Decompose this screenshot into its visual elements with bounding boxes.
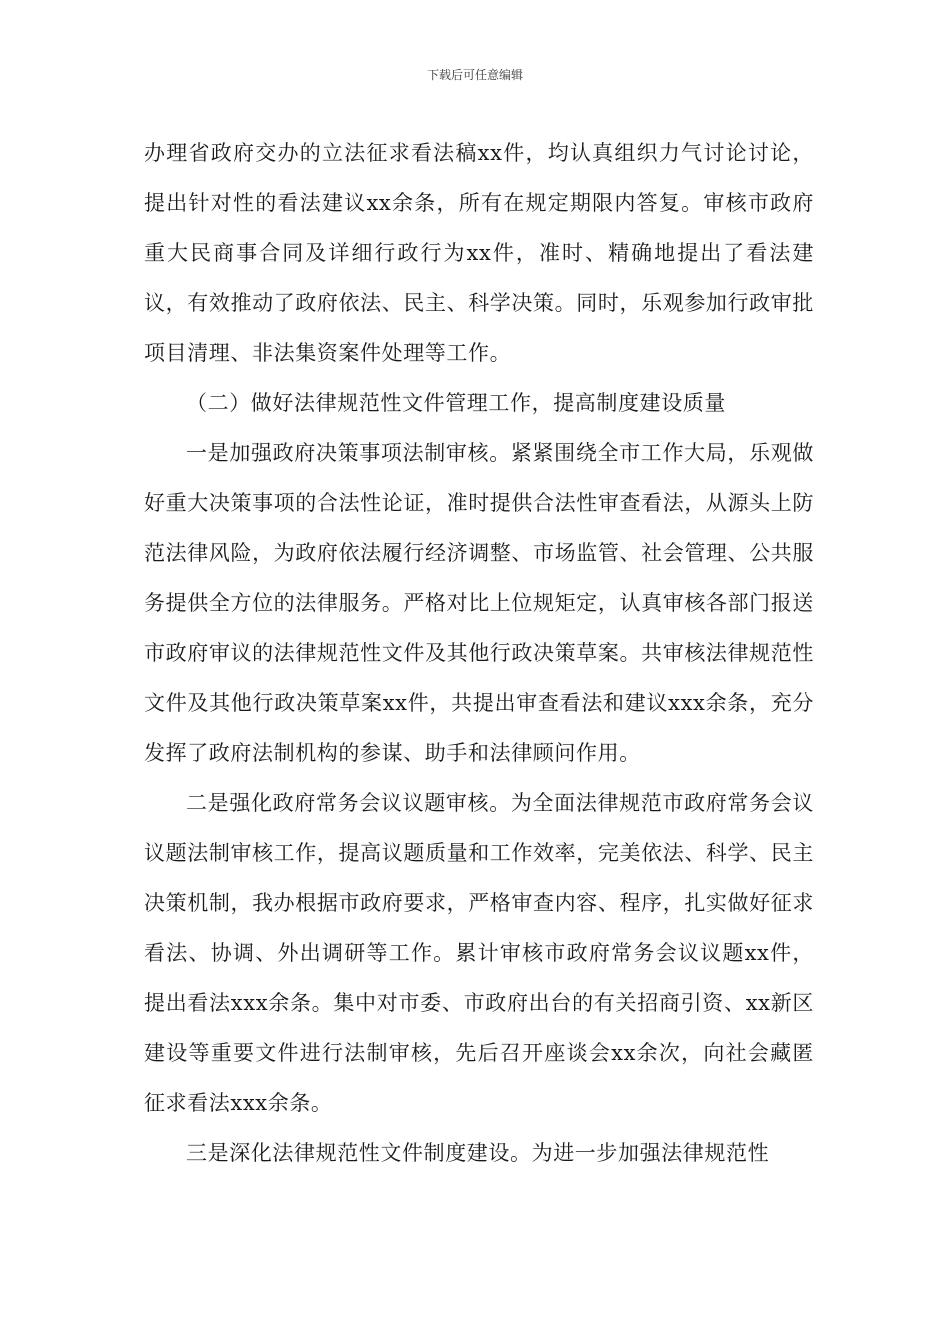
- paragraph-meeting-review: 二是强化政府常务会议议题审核。为全面法律规范市政府常务会议议题法制审核工作，提高议题质量和工作效率，完美依法、科学、民主决策机制，我办根据市政府要求，严格审查内容、程序，扎实做好征求看法、协调、外出调研等工作。累计审核市政府常务会议议题xx件，提出看法xxx余条。集中对市委、市政府出台的有关招商引资、xx新区建设等重要文件进行法制审核，先后召开座谈会xx余次，向社会藏匿征求看法xxx余条。: [144, 791, 814, 1115]
- paragraph-continuation: 办理省政府交办的立法征求看法稿xx件，均认真组织力气讨论讨论，提出针对性的看法建议xx余条，所有在规定期限内答复。审核市政府重大民商事合同及详细行政行为xx件，准时、精确地提出了看法建议，有效推动了政府依法、民主、科学决策。同时，乐观参加行政审批项目清理、非法集资案件处理等工作。: [144, 141, 814, 365]
- paragraph-decision-review: 一是加强政府决策事项法制审核。紧紧围绕全市工作大局，乐观做好重大决策事项的合法性论证，准时提供合法性审查看法，从源头上防范法律风险，为政府依法履行经济调整、市场监管、社会管理、公共服务提供全方位的法律服务。严格对比上位规矩定，认真审核各部门报送市政府审议的法律规范性文件及其他行政决策草案。共审核法律规范性文件及其他行政决策草案xx件，共提出审查看法和建议xxx余条，充分发挥了政府法制机构的参谋、助手和法律顾问作用。: [144, 441, 814, 765]
- header-note: 下载后可任意编辑: [426, 68, 523, 82]
- paragraph-system-building: 三是深化法律规范性文件制度建设。为进一步加强法律规范性: [186, 1141, 770, 1165]
- document-body: [144, 128, 814, 1178]
- section-heading: （二）做好法律规范性文件管理工作，提高制度建设质量: [186, 391, 726, 415]
